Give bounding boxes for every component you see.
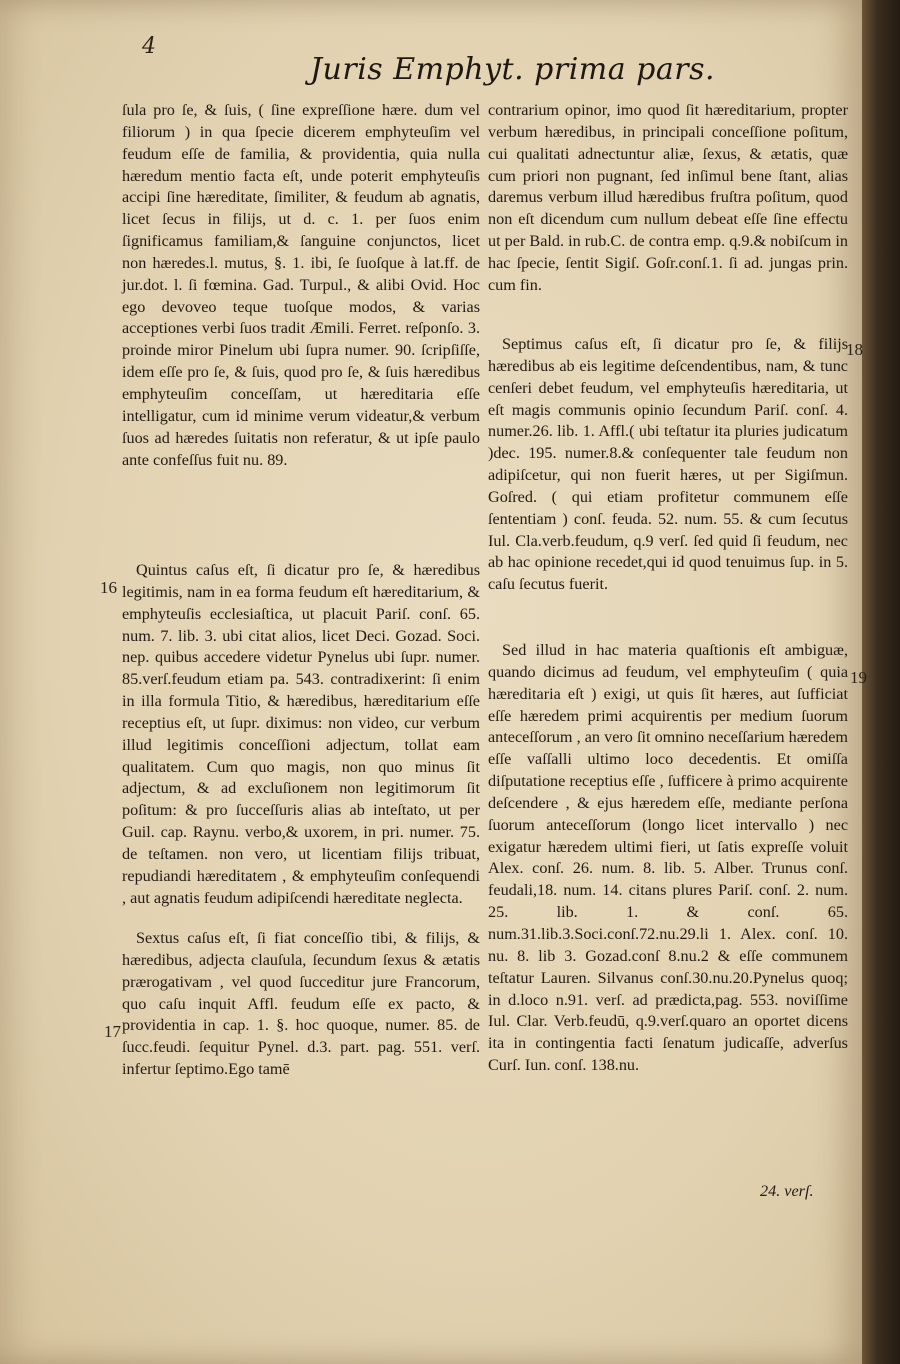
margin-number-19: 19: [850, 668, 867, 687]
left-column-block-3: [122, 928, 480, 1081]
paragraph: Sextus caſus eſt, ſi fiat conceſſio tibi, & filijs, & hæredibus, adjecta clauſula, ſecundum ſexus & ætatis prærogativam , vel quod ſucceditur jure Francorum, quo caſu inquit Affl. feudum eſſe ex pacto, & providentia in cap. 1. §. hoc quoque, numer. 85. de ſucc.feudi. ſequitur Pynel. d.3. part. pag. 551. verſ. infertur ſeptimo.Ego tamē: [122, 929, 480, 1079]
margin-number-18: 18: [846, 340, 863, 359]
paragraph: Quintus caſus eſt, ſi dicatur pro ſe, & hæredibus legitimis, nam in ea forma feudum eſt hæreditarium, & emphyteuſis ecclesiaſtica, ut placuit Pariſ. conſ. 65. num. 7. lib. 3. ubi citat alios, licet Deci. Gozad. Soci. nep. quibus accedere videtur Pynelus ubi ſupr. numer. 85.verſ.feudum etiam pa. 543. contradixerint: ſi enim in illa formula Titio, & hæredibus, hæreditarium eſſe receptius eſt, ut ſupr. diximus: non video, cur verbum illud legitimis conceſſioni adjectum, tollat eam qualitatem. Cum quo magis, non quo minus ſit adjectum, & ad excluſionem non legitimorum ſit poſitum: & pro ſucceſſuris alias ab inteſtato, ut per Guil. cap. Raynu. verbo,& uxorem, in pri. numer. 75. de teſtamen. non vero, ut licentiam filijs tribuat, repudiandi hæreditatem , & emphyteuſim conſequendi , aut agnatis feudum adipiſcendi hæreditate neglecta.: [122, 561, 480, 907]
paragraph: contrarium opinor, imo quod ſit hæreditarium, propter verbum hæredibus, in principali conceſſione poſitum, cui qualitati adnectuntur aliæ, ſexus, & ætatis, quæ cum priori non pugnant, ſed inſimul bene ſtant, alias daremus verbum illud hæredibus fruſtra poſitum, quod non eſt dicendum cum nullum debeat eſſe ſine effectu ut per Bald. in rub.C. de contra emp. q.9.& nobiſcum in hac ſpecie, ſentit Sigiſ. Goſr.conſ.1. ſi ad. jungas prin. cum fin.: [488, 101, 848, 294]
paragraph: Sed illud in hac materia quaſtionis eſt ambiguæ, quando dicimus ad feudum, vel emphyteuſim ( quia hæreditaria eſt ) exigi, ut quis ſit hæres, aut ſufficiat eſſe hæredem primi acquirentis per medium ſuorum anteceſſorum , an vero ſit omnino neceſſarium hæredem eſſe vaſſalli ultimo loco decedentis. Et omiſſa diſputatione receptius eſſe , ſufficere à primo acquirente deſcendere , & ejus hæredem eſſe, mediante perſona ſuorum anteceſſorum (longo licet intervallo ) nec exigatur hæredem ultimi fieri, ut ſatis expreſſe voluit Alex. conſ. 26. num. 8. lib. 5. Alber. Trunus conſ. feudali,18. num. 14. citans plures Pariſ. conſ. 2. num. 25. lib. 1. & conſ. 65. num.31.lib.3.Soci.conſ.72.nu.29.li 1. Alex. conſ. 10. nu. 8. lib 3. Gozad.conſ 8.nu.2 & eſſe communem teſtatur Lauren. Silvanus conſ.30.nu.20.Pynelus quoq; in d.loco n.91. verſ. ad prædicta,pag. 553. noviſſime Iul. Clar. Verb.feudū, q.9.verſ.quaro an oportet dicens ita in contingentia facti ſenatum judicaſſe, adverſus Curſ. Iun. conſ. 138.nu.: [488, 641, 848, 1075]
right-column-block-1: [488, 100, 848, 297]
book-page-edge: [862, 0, 900, 1364]
right-column-block-3: [488, 640, 848, 1077]
paragraph: ſula pro ſe, & ſuis, ( ſine expreſſione hære. dum vel filiorum ) in qua ſpecie dicerem emphyteuſim vel feudum eſſe de familia, & providentia, quia nulla hæredum mentio facta eſt, unde poterit emphyteuſis accipi ſine hæreditate, ſimiliter, & feudum ab agnatis, licet ſecus in filijs, ut d. c. 1. per ſuos enim ſignificamus familiam,& ſanguine conjunctos, licet non hæredes.l. mutus, §. 1. ibi, ſe ſuoſque à lat.ff. de jur.dot. l. ſi fœmina. Gad. Turpul., & alibi Ovid. Hoc ego devoveo teque tuoſque modos, & varias acceptiones verbi ſuos tradit Æmili. Ferret. reſponſo. 3. proinde miror Pinelum ubi ſupra numer. 90. ſcripſiſſe, idem eſſe pro ſe, & ſuis, quod pro ſe, & ſuis hæredibus emphyteuſim conceſſam, ut hæreditaria eſſe intelligatur, cum id minime verum videatur,& verbum ſuos ad hæredes ſuitatis non referatur, & ut ipſe paulo ante confeſſus fuit nu. 89.: [122, 101, 480, 469]
page-number: 4: [142, 34, 156, 59]
right-column-block-2: [488, 334, 848, 596]
running-head: Juris Emphyt. prima pars.: [310, 52, 716, 87]
paragraph: Septimus caſus eſt, ſi dicatur pro ſe, & filijs hæredibus ab eis legitime deſcendentibus, nam, & tunc cenſeri debet feudum, vel emphyteuſis hæreditaria, ut eſt magis communis opinio ſecundum Pariſ. conſ. 4. numer.26. lib. 1. Affl.( ubi teſtatur ita pluries judicatum )dec. 195. numer.8.& conſequenter tale feudum non adipiſcetur, qui non fuerit hæres, ut per Sigiſmun. Goſred. ( qui etiam profitetur communem eſſe ſententiam ) conſ. feuda. 52. num. 55. & cum ſecutus Iul. Cla.verb.feudum, q.9 verſ. ſed quid ſi feudum, nec ab hac opinione recedet,qui id quod tenuimus ſup. in 5. caſu ſecutus fuerit.: [488, 335, 848, 594]
margin-number-17: 17: [104, 1022, 121, 1041]
left-column-block-1: [122, 100, 480, 471]
catchword: 24. verſ.: [760, 1182, 814, 1200]
margin-number-16: 16: [100, 578, 117, 597]
left-column-block-2: [122, 560, 480, 910]
